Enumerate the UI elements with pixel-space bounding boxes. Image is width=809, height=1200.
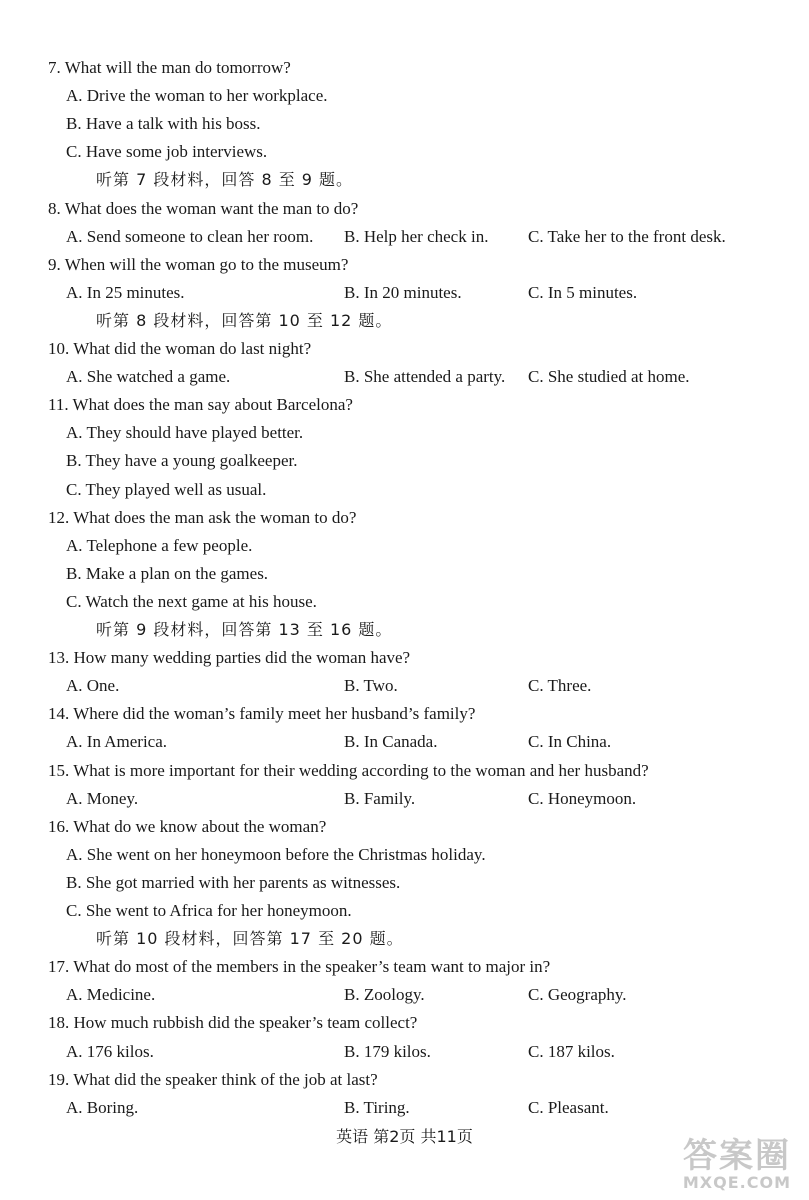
question-text: 19. What did the speaker think of the job at last? [48,1069,378,1089]
page-footer: 英语 第2页 共11页 [336,1127,473,1146]
options-row [0,363,809,391]
option-text: B. They have a young goalkeeper. [66,451,298,471]
option-a: A. In America. [66,732,168,752]
question-text: 9. When will the woman go to the museum? [48,254,349,274]
option-b: B. In 20 minutes. [344,282,462,302]
question-text: 11. What does the man say about Barcelona? [48,395,353,415]
option-b: B. In Canada. [344,732,438,752]
option [0,476,809,504]
question [0,1009,809,1037]
option-a: A. Money. [66,788,139,808]
section-instruction [48,616,809,644]
option [0,138,809,166]
question-text: 10. What did the woman do last night? [48,339,312,358]
question-text: 8. What does the woman want the man to do? [48,198,359,218]
option [0,897,809,925]
question-text: 7. What will the man do tomorrow? [48,58,291,77]
question-text: 16. What do we know about the woman? [48,816,327,836]
option-b: B. Two. [344,676,398,696]
question-text: 17. What do most of the members in the speaker’s team want to major in? [48,957,551,977]
option-c: C. Pleasant. [528,1097,609,1117]
question [0,813,809,841]
option-b: B. Tiring. [344,1097,410,1117]
option-text: A. She went on her honeymoon before the Christmas holiday. [66,844,486,864]
section-instruction [48,307,809,335]
question-text: 13. How many wedding parties did the woman have? [48,648,411,668]
question-text: 14. Where did the woman’s family meet her husband’s family? [48,704,476,724]
option-c: C. In China. [528,732,612,752]
question [0,757,809,785]
option-text: A. Telephone a few people. [66,535,253,555]
question-text: 12. What does the man ask the woman to do? [48,507,357,527]
option-a: A. Boring. [66,1097,139,1117]
option-a: A. Send someone to clean her room. [66,226,314,246]
question [0,195,809,223]
option [0,560,809,588]
option-text: B. She got married with her parents as witnesses. [66,872,401,892]
section-instruction [48,925,809,953]
option-text: C. Have some job interviews. [66,142,268,162]
section-instruction [48,166,809,194]
options-row [0,1038,809,1066]
options-row [0,785,809,813]
option-text: C. She went to Africa for her honeymoon. [66,901,352,920]
question [0,700,809,728]
options-row [0,279,809,307]
option-text: A. They should have played better. [66,423,304,443]
option [0,588,809,616]
question [0,54,809,82]
question-text: 15. What is more important for their wedding according to the woman and her husband? [48,760,649,780]
option-b: B. Help her check in. [344,226,489,246]
option-text: B. Make a plan on the games. [66,563,269,583]
option-c: C. 187 kilos. [528,1041,615,1061]
option-b: B. 179 kilos. [344,1041,431,1061]
option-c: C. In 5 minutes. [528,282,638,302]
option-a: A. 176 kilos. [66,1041,154,1061]
question [0,1066,809,1094]
option-b: B. She attended a party. [344,367,506,387]
watermark [683,1138,791,1192]
instruction-text: 听第 9 段材料，回答第 13 至 16 题。 [96,620,393,639]
option [0,447,809,475]
option-text: B. Have a talk with his boss. [66,114,261,134]
watermark-url: MXQE.COM [682,1173,791,1192]
option [0,419,809,447]
question [0,504,809,532]
watermark-logo: 答案圈 [683,1136,791,1176]
option [0,82,809,110]
option-c: C. Honeymoon. [528,788,637,808]
option-text: A. Drive the woman to her workplace. [66,86,328,106]
option-b: B. Family. [344,788,416,808]
option-a: A. In 25 minutes. [66,282,185,302]
instruction-text: 听第 8 段材料，回答第 10 至 12 题。 [96,310,393,330]
options-row [0,728,809,756]
options-row [0,223,809,251]
question [0,644,809,672]
option-c: C. Geography. [528,985,627,1005]
option-c: C. She studied at home. [528,367,690,387]
option [0,532,809,560]
options-row [0,1094,809,1122]
option [0,841,809,869]
instruction-text: 听第 7 段材料，回答 8 至 9 题。 [96,170,354,190]
question [0,953,809,981]
question [0,335,809,363]
option [0,869,809,897]
option-a: A. One. [66,676,120,696]
option-text: C. They played well as usual. [66,479,267,499]
question [0,391,809,419]
option [0,110,809,138]
option-c: C. Take her to the front desk. [528,226,726,246]
options-row [0,672,809,700]
question [0,251,809,279]
option-a: A. She watched a game. [66,367,231,387]
question-text: 18. How much rubbish did the speaker’s team collect? [48,1013,418,1033]
option-c: C. Three. [528,676,592,696]
option-a: A. Medicine. [66,985,156,1005]
options-row [0,981,809,1009]
option-text: C. Watch the next game at his house. [66,591,317,611]
option-b: B. Zoology. [344,985,425,1005]
instruction-text: 听第 10 段材料，回答第 17 至 20 题。 [96,929,404,949]
